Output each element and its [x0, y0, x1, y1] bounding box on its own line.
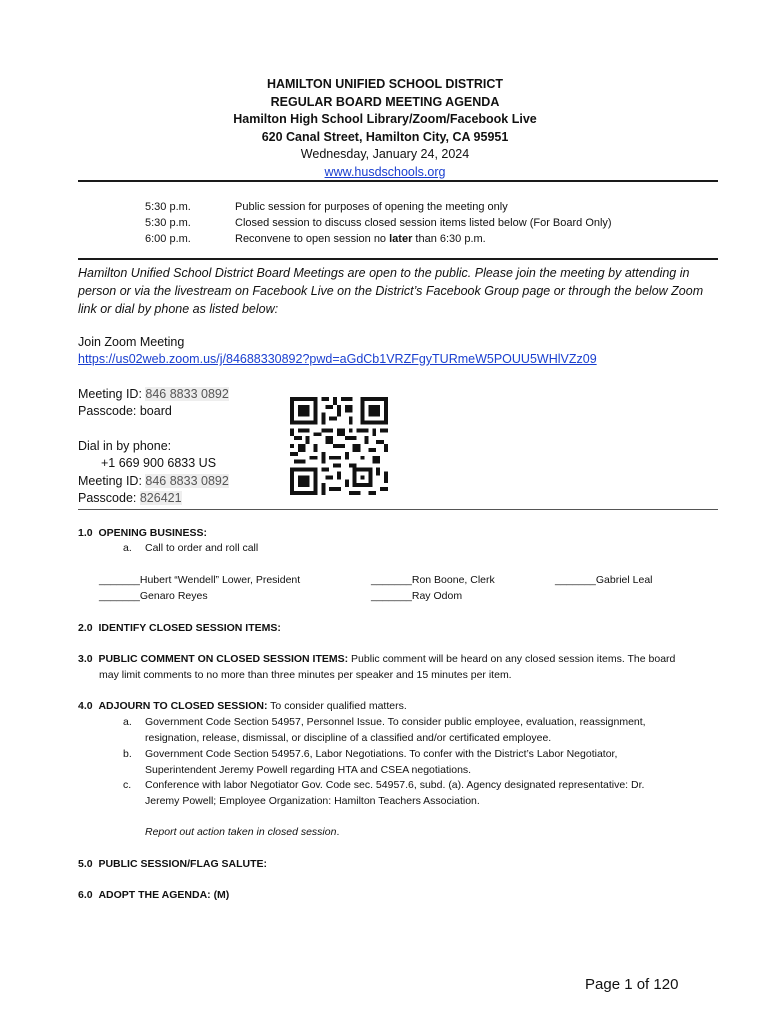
passcode-label: Passcode:	[78, 491, 140, 505]
agenda-item-3-cont: may limit comments to no more than three minutes per speaker and 15 minutes per item.	[99, 669, 512, 681]
schedule-row	[145, 199, 612, 215]
zoom-link[interactable]: https://us02web.zoom.us/j/84688330892?pwd=aGdCb1VRZFgyTURmeW5POUU5WHlVZz09	[78, 352, 597, 366]
item-text: Superintendent Jeremy Powell regarding HTA and CSEA negotiations.	[145, 764, 472, 776]
schedule-divider	[78, 258, 718, 260]
schedule-time: 6:00 p.m.	[145, 233, 191, 245]
passcode-line	[78, 403, 172, 421]
item-text: To consider qualified matters.	[267, 700, 407, 712]
roll-call-entry: _______Ron Boone, Clerk	[371, 574, 495, 586]
item-number: 2.0	[78, 622, 93, 634]
report-out-note	[145, 825, 339, 841]
meeting-id-value: 846 8833 0892	[145, 387, 229, 401]
item-text: Government Code Section 54957.6, Labor Negotiations. To confer with the District’s Labor Negotiator,	[145, 748, 618, 760]
item-heading: ADJOURN TO CLOSED SESSION:	[98, 700, 268, 712]
schedule-row	[145, 215, 612, 231]
meeting-id-value: 846 8833 0892	[145, 474, 229, 488]
website-link[interactable]: www.husdschools.org	[324, 164, 446, 179]
item-heading: PUBLIC COMMENT ON CLOSED SESSION ITEMS:	[98, 653, 349, 665]
schedule-row	[145, 231, 612, 247]
item-letter: a.	[123, 716, 132, 728]
schedule-time: 5:30 p.m.	[145, 201, 191, 213]
meeting-date: Wednesday, January 24, 2024	[300, 147, 470, 161]
public-access-notice: Hamilton Unified School District Board Meetings are open to the public. Please join the meeting by attending in person or via the livestream on Facebook Live on the District’s Facebook Group page or through the below Zoom link or dial by phone as listed below:	[78, 266, 704, 316]
item-number: 3.0	[78, 653, 93, 665]
roll-call-leal: _______Gabriel Leal	[555, 574, 653, 586]
agenda-item-5	[78, 857, 267, 873]
item-heading: ADOPT THE AGENDA: (M)	[98, 889, 230, 901]
item-heading: OPENING BUSINESS:	[98, 527, 207, 539]
zoom-qr-code[interactable]	[290, 397, 388, 495]
zoom-divider	[78, 509, 718, 510]
schedule-time: 5:30 p.m.	[145, 217, 191, 229]
meeting-id-line	[78, 386, 229, 404]
roll-call-reyes: _______Genaro Reyes	[99, 590, 208, 602]
report-out-text: Report out action taken in closed session	[145, 826, 337, 838]
schedule-description-part: Reconvene to open session no	[235, 233, 390, 245]
item-number: 6.0	[78, 889, 93, 901]
roll-call-lower: _______Hubert “Wendell” Lower, President	[99, 574, 301, 586]
header-divider	[78, 180, 718, 182]
meeting-schedule	[145, 199, 612, 247]
schedule-description	[235, 231, 486, 247]
item-text: Public comment will be heard on any closed session items. The board	[348, 653, 676, 665]
agenda-item-4	[78, 699, 407, 715]
schedule-description-part: than 6:30 p.m.	[412, 233, 486, 245]
zoom-join-label: Join Zoom Meeting	[78, 335, 185, 349]
agenda-item-1	[78, 526, 207, 542]
item-number: 4.0	[78, 700, 93, 712]
item-number: 5.0	[78, 858, 93, 870]
item-heading: IDENTIFY CLOSED SESSION ITEMS:	[98, 622, 281, 634]
schedule-description-emphasis: later	[389, 233, 413, 245]
meeting-id-label: Meeting ID:	[78, 474, 146, 488]
dial-in-phone: +1 669 900 6833 US	[101, 456, 217, 470]
item-text: resignation, release, dismissal, or discipline of a classified and/or certificated employee.	[145, 732, 552, 744]
agenda-item-3	[78, 652, 675, 668]
roll-call-boone	[371, 573, 495, 589]
item-text: Government Code Section 54957, Personnel Issue. To consider public employee, evaluation, reassignment,	[145, 716, 646, 728]
passcode-value: board	[139, 404, 172, 418]
page-number: Page 1 of 120	[585, 976, 679, 993]
roll-call-odom: _______Ray Odom	[371, 590, 463, 602]
dial-in-label: Dial in by phone:	[78, 439, 172, 453]
item-text: Conference with labor Negotiator Gov. Code sec. 54957.6, subd. (a). Agency designated representative: Dr.	[145, 779, 645, 791]
agenda-title: REGULAR BOARD MEETING AGENDA	[270, 94, 500, 109]
report-out-period: .	[336, 826, 340, 838]
meeting-address: 620 Canal Street, Hamilton City, CA 95951	[261, 129, 509, 144]
passcode-label: Passcode:	[78, 404, 140, 418]
item-letter: b.	[123, 748, 132, 760]
item-letter: c.	[123, 779, 132, 791]
passcode-line-2	[78, 490, 182, 508]
agenda-item-2	[78, 621, 281, 637]
item-number: 1.0	[78, 527, 93, 539]
schedule-description: Public session for purposes of opening the meeting only	[235, 201, 508, 213]
meeting-id-label: Meeting ID:	[78, 387, 146, 401]
agenda-item-6	[78, 888, 229, 904]
passcode-value: 826421	[139, 491, 182, 505]
document-header	[0, 76, 770, 181]
item-text: Call to order and roll call	[145, 542, 259, 554]
schedule-description: Closed session to discuss closed session items listed below (For Board Only)	[235, 217, 612, 229]
district-name: HAMILTON UNIFIED SCHOOL DISTRICT	[266, 77, 504, 91]
meeting-location: Hamilton High School Library/Zoom/Facebook Live	[233, 112, 537, 126]
item-letter: a.	[123, 542, 132, 554]
item-text: Jeremy Powell; Employee Organization: Hamilton Teachers Association.	[145, 795, 480, 807]
zoom-link-line	[78, 351, 597, 369]
item-heading: PUBLIC SESSION/FLAG SALUTE:	[98, 858, 268, 870]
meeting-id-line-2	[78, 473, 229, 491]
